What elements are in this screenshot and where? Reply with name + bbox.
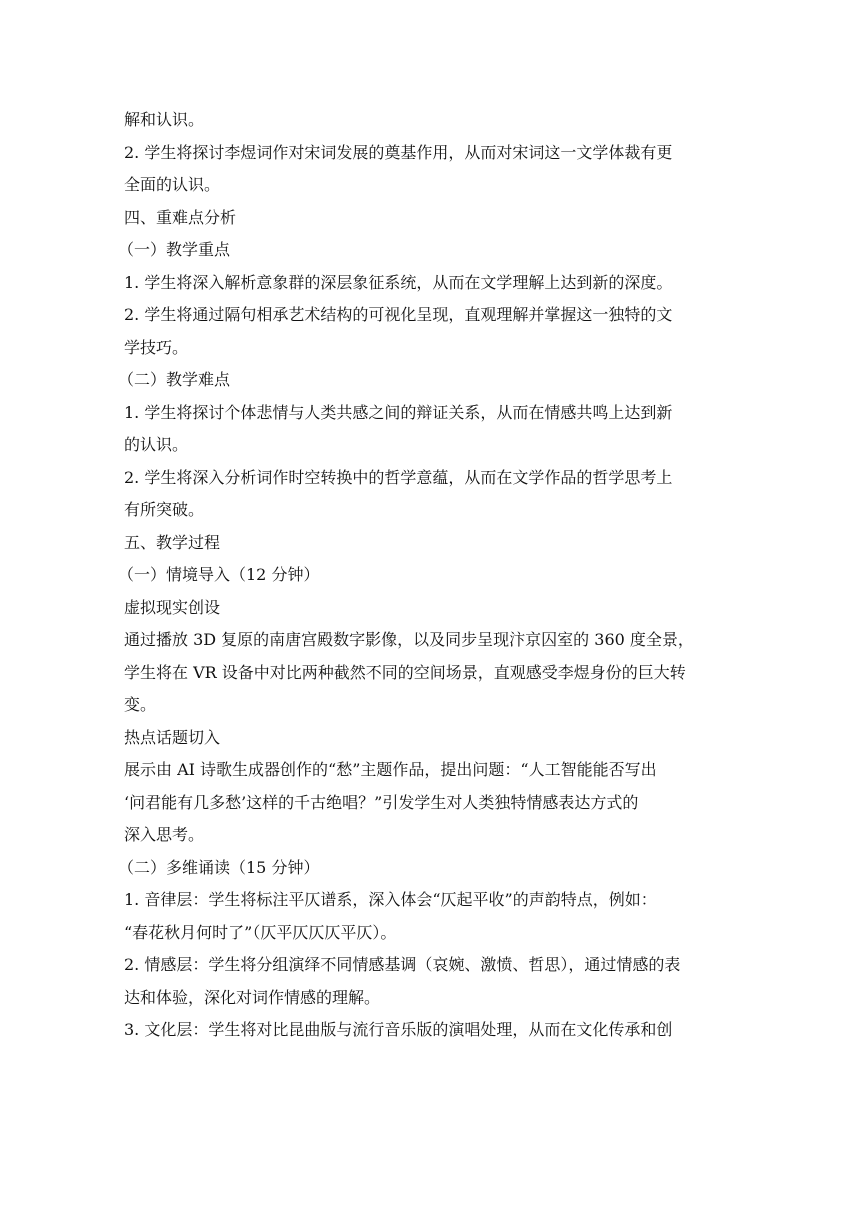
subsection-heading: （一）教学重点 [118,240,231,259]
text-line: 变。 [124,695,157,714]
text-line: 2. 学生将探讨李煜词作对宋词发展的奠基作用，从而对宋词这一文学体裁有更 [124,142,673,162]
subsection-heading: （二）多维诵读（15 分钟） [118,857,320,877]
text-line: 学技巧。 [124,337,189,357]
text-line: 2. 学生将深入分析词作时空转换中的哲学意蕴，从而在文学作品的哲学思考上 [124,467,673,487]
text-line: 全面的认识。 [124,175,221,194]
text-line: 达和体验，深化对词作情感的理解。 [124,987,381,1007]
text-line: 2. 情感层：学生将分组演绎不同情感基调（哀婉、激愤、哲思），通过情感的表 [124,955,681,974]
text-line: 2. 学生将通过隔句相承艺术结构的可视化呈现，直观理解并掌握这一独特的文 [124,305,673,324]
text-line: 学生将在 VR 设备中对比两种截然不同的空间场景，直观感受李煜身份的巨大转 [124,662,686,682]
text-line: 通过播放 3D 复原的南唐宫殿数字影像，以及同步呈现汴京囚室的 360 度全景， [124,630,694,649]
text-line: 深入思考。 [124,825,205,844]
document-body [118,104,736,1047]
text-line: 1. 学生将探讨个体悲情与人类共感之间的辩证关系，从而在情感共鸣上达到新 [124,402,673,422]
section-heading: 四、重难点分析 [124,207,237,227]
text-line: 解和认识。 [124,110,205,129]
section-heading: 五、教学过程 [124,532,221,552]
paragraph-heading: 热点话题切入 [124,727,221,747]
subsection-heading: （二）教学难点 [118,370,231,389]
text-line: 1. 音律层：学生将标注平仄谱系，深入体会“仄起平收”的声韵特点，例如： [124,890,657,909]
subsection-heading: （一）情境导入（12 分钟） [118,565,320,584]
text-line: 有所突破。 [124,500,205,519]
paragraph-heading: 虚拟现实创设 [124,597,221,617]
text-line: 的认识。 [124,435,189,454]
text-line: 1. 学生将深入解析意象群的深层象征系统，从而在文学理解上达到新的深度。 [124,272,673,292]
text-line: 展示由 AI 诗歌生成器创作的“愁”主题作品，提出问题：“人工智能能否写出 [124,760,657,779]
text-line: ‘问君能有几多愁’这样的千古绝唱？”引发学生对人类独特情感表达方式的 [124,792,639,812]
text-line: 3. 文化层：学生将对比昆曲版与流行音乐版的演唱处理，从而在文化传承和创 [124,1020,673,1039]
text-line: “春花秋月何时了”（仄平仄仄仄平仄）。 [124,922,397,942]
